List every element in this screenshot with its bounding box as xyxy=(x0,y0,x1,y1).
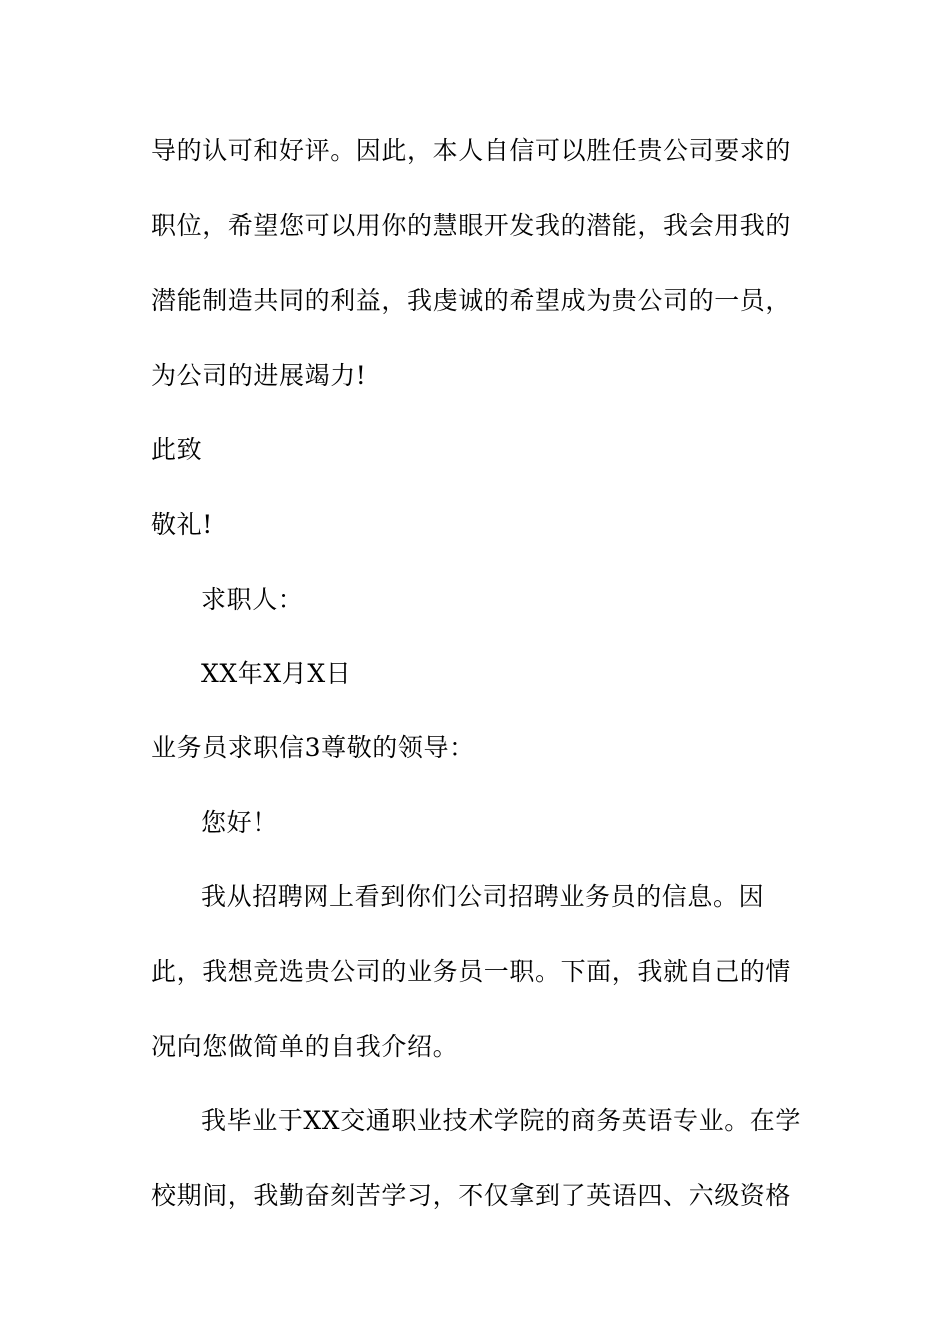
paragraph-line: 我毕业于XX交通职业技术学院的商务英语专业。在学 xyxy=(201,1106,801,1135)
paragraph-line: 我从招聘网上看到你们公司招聘业务员的信息。因 xyxy=(201,882,765,911)
greeting: 您好！ xyxy=(201,808,278,837)
paragraph-line: 导的认可和好评。因此，本人自信可以胜任贵公司要求的 xyxy=(151,136,792,165)
section-heading: 业务员求职信3尊敬的领导： xyxy=(151,733,475,762)
paragraph-line: 潜能制造共同的利益，我虔诚的希望成为贵公司的一员， xyxy=(151,286,792,315)
paragraph-line: 校期间，我勤奋刻苦学习，不仅拿到了英语四、六级资格 xyxy=(151,1181,792,1210)
paragraph-line: 为公司的进展竭力! xyxy=(151,361,367,390)
paragraph-line: 况向您做简单的自我介绍。 xyxy=(151,1032,459,1061)
closing-regards: 敬礼! xyxy=(151,510,213,539)
paragraph-line: 此，我想竞选贵公司的业务员一职。下面，我就自己的情 xyxy=(151,957,792,986)
signature-label: 求职人： xyxy=(201,585,304,614)
closing-salutation: 此致 xyxy=(151,435,203,464)
date-line: XX年X月X日 xyxy=(201,659,352,688)
paragraph-line: 职位，希望您可以用你的慧眼开发我的潜能，我会用我的 xyxy=(151,211,792,240)
